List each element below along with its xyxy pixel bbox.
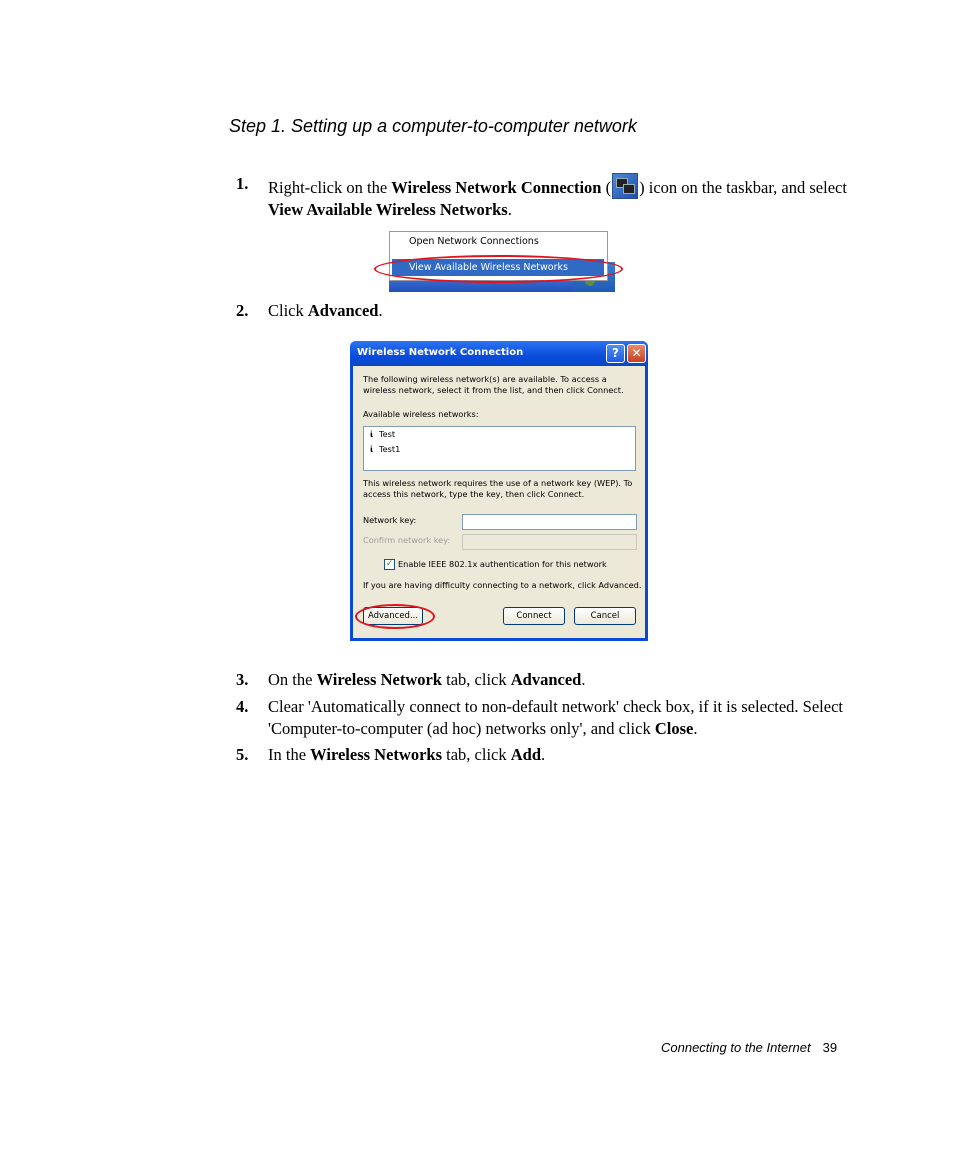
step-number: 1. <box>236 174 249 193</box>
confirm-key-field <box>462 534 637 550</box>
step-number: 4. <box>236 697 249 716</box>
intro-text-line1: The following wireless network(s) are available. To access a <box>363 374 607 384</box>
footer-section: Connecting to the Internet <box>661 1040 811 1055</box>
step-text: In the Wireless Networks tab, click Add. <box>268 745 546 764</box>
dialog-titlebar <box>350 341 648 366</box>
networks-list[interactable] <box>363 426 636 471</box>
enable-8021x-label: Enable IEEE 802.1x authentication for this network <box>398 559 607 569</box>
difficulty-text: If you are having difficulty connecting to a network, click Advanced. <box>363 580 642 590</box>
step-number: 2. <box>236 301 249 320</box>
confirm-key-label: Confirm network key: <box>363 535 451 545</box>
dialog-title: Wireless Network Connection <box>357 347 524 358</box>
close-button[interactable]: ✕ <box>627 344 646 363</box>
wep-text-line2: access this network, type the key, then click Connect. <box>363 489 585 499</box>
menu-item-open-network-connections[interactable]: Open Network Connections <box>409 236 539 247</box>
intro-text-line2: wireless network, select it from the list, and then click Connect. <box>363 385 624 395</box>
step-text: Right-click on the Wireless Network Connection ( ) icon on the taskbar, and select View Available Wireless Networks. <box>268 173 876 221</box>
step-number: 3. <box>236 670 249 689</box>
step-4 <box>236 696 876 740</box>
connect-button[interactable]: Connect <box>503 607 565 625</box>
available-networks-label: Available wireless networks: <box>363 409 479 419</box>
step-5 <box>236 744 876 766</box>
step-2 <box>236 300 876 322</box>
highlight-ring <box>374 255 623 283</box>
network-key-field[interactable] <box>462 514 637 530</box>
step-1 <box>236 173 876 221</box>
step-text: Click Advanced. <box>268 301 383 320</box>
cancel-button[interactable]: Cancel <box>574 607 636 625</box>
menu-item-view-available-wireless-networks[interactable]: View Available Wireless Networks <box>392 259 604 276</box>
antenna-icon: ἰ <box>370 429 374 439</box>
wep-text-line1: This wireless network requires the use of a network key (WEP). To <box>363 478 633 488</box>
help-button[interactable]: ? <box>606 344 625 363</box>
wireless-network-connection-dialog <box>350 341 648 641</box>
list-item[interactable]: ἰ Test1 <box>370 444 401 454</box>
enable-8021x-checkbox[interactable]: ✓ <box>385 559 394 569</box>
section-heading: Step 1. Setting up a computer-to-computer network <box>229 116 637 136</box>
step-3 <box>236 669 876 691</box>
antenna-icon: ἰ <box>370 444 374 454</box>
context-menu-screenshot <box>389 231 615 292</box>
dialog-body <box>353 366 645 638</box>
step-number: 5. <box>236 745 249 764</box>
step-text: Clear 'Automatically connect to non-default network' check box, if it is selected. Select 'Computer-to-computer (ad hoc) networks only', and click Close. <box>268 697 844 738</box>
highlight-ring <box>355 604 435 629</box>
page-footer <box>661 1040 837 1055</box>
network-key-label: Network key: <box>363 515 417 525</box>
list-item[interactable]: ἰ Test <box>370 429 396 439</box>
advanced-button[interactable]: Advanced... <box>363 607 423 625</box>
wireless-network-icon <box>612 173 638 199</box>
step-text: On the Wireless Network tab, click Advanced. <box>268 670 586 689</box>
page-number: 39 <box>822 1040 838 1055</box>
